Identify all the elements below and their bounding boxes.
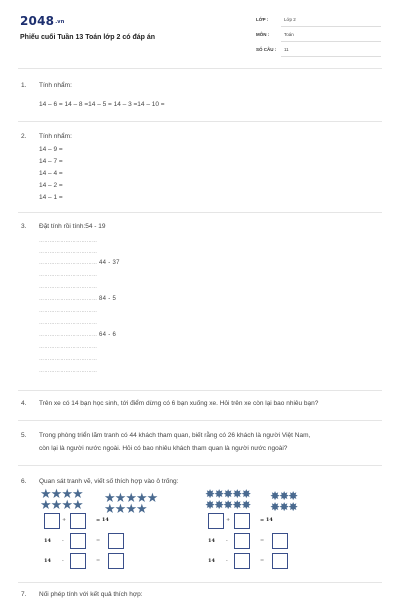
star-icon: ✸ (288, 500, 298, 514)
answer-dots: …………………………… (39, 284, 98, 290)
q2-line: 14 – 7 = (39, 158, 63, 165)
number-14: 14 (208, 538, 215, 544)
count-value: 11 (284, 47, 289, 52)
divider (18, 465, 382, 466)
q3-calc-4: 64 - 6 (99, 332, 117, 338)
answer-box[interactable] (234, 553, 250, 569)
star-icon: ★ (104, 501, 115, 516)
answer-dots: …………………………… (39, 356, 98, 362)
star-cluster-right (270, 501, 297, 514)
q2-line: 14 – 2 = (39, 182, 63, 189)
result-14: = 14 (260, 517, 273, 523)
q3-number: 3. (21, 223, 27, 230)
star-icon: ★ (61, 486, 72, 501)
class-value: Lớp 2 (284, 17, 296, 22)
star-icon: ✸ (205, 498, 215, 512)
star-icon: ✸ (270, 489, 280, 503)
star-icon: ✸ (223, 498, 233, 512)
q6-number: 6. (21, 478, 27, 485)
answer-box[interactable] (108, 553, 124, 569)
star-icon: ★ (40, 497, 51, 512)
star-group-left (40, 498, 83, 511)
class-underline (281, 26, 381, 27)
subject-underline (281, 41, 381, 42)
star-icon: ★ (71, 486, 83, 501)
answer-dots: …………………………… (39, 238, 98, 244)
answer-dots: …………………………… (39, 320, 98, 326)
count-underline (281, 56, 381, 57)
answer-box[interactable] (70, 553, 86, 569)
star-icon: ✸ (288, 489, 298, 503)
number-14: 14 (44, 558, 51, 564)
star-icon: ✸ (214, 487, 224, 501)
q3-calc-3: 84 - 5 (99, 296, 117, 302)
equals-sign: = (260, 538, 265, 544)
q6-text: Quan sát tranh vẽ, viết số thích hợp vào ô trống: (39, 478, 179, 485)
logo-tld: .vn (55, 19, 65, 25)
q2-number: 2. (21, 133, 27, 140)
star-icon: ✸ (241, 487, 251, 501)
answer-dots: …………………………… (39, 308, 98, 314)
star-icon: ★ (125, 490, 136, 505)
q5-number: 5. (21, 432, 27, 439)
q2-line: 14 – 4 = (39, 170, 63, 177)
divider (18, 420, 382, 421)
equals-sign: = (96, 558, 101, 564)
q5-text-line1: Trong phòng triển lãm tranh có 44 khách tham quan, biết rằng có 26 khách là người Việt Nam, (39, 432, 311, 439)
star-cluster-left (205, 499, 250, 512)
star-icon: ★ (135, 490, 147, 505)
star-icon: ★ (146, 490, 158, 505)
divider (18, 68, 382, 69)
logo-text: 2048 (20, 14, 55, 28)
equals-sign: = (260, 558, 265, 564)
result-14: = 14 (96, 517, 109, 523)
class-label: LỚP : (256, 17, 269, 22)
site-logo[interactable] (20, 14, 65, 28)
star-icon: ✸ (279, 500, 289, 514)
star-icon: ★ (104, 490, 115, 505)
answer-dots: …………………………… (39, 344, 98, 350)
answer-box[interactable] (234, 513, 250, 529)
subject-value: Toán (284, 32, 294, 37)
star-icon: ★ (50, 486, 62, 501)
q1-number: 1. (21, 82, 27, 89)
star-group-right (104, 502, 147, 515)
minus-sign: - (226, 538, 228, 544)
equals-sign: = (96, 538, 101, 544)
star-icon: ✸ (241, 498, 251, 512)
answer-box[interactable] (234, 533, 250, 549)
star-icon: ★ (61, 497, 72, 512)
star-icon: ✸ (205, 487, 215, 501)
divider (18, 212, 382, 213)
divider (18, 121, 382, 122)
star-icon: ✸ (270, 500, 280, 514)
document-title: Phiếu cuối Tuần 13 Toán lớp 2 có đáp án (20, 34, 156, 41)
answer-dots: …………………………… (39, 249, 98, 255)
minus-sign: - (62, 538, 64, 544)
star-icon: ★ (135, 501, 147, 516)
star-icon: ✸ (232, 498, 242, 512)
answer-dots: …………………………… (39, 368, 98, 374)
star-icon: ✸ (232, 487, 242, 501)
answer-box[interactable] (272, 553, 288, 569)
answer-box[interactable] (70, 513, 86, 529)
minus-sign: - (226, 558, 228, 564)
answer-box[interactable] (108, 533, 124, 549)
star-icon: ★ (50, 497, 62, 512)
star-icon: ★ (125, 501, 136, 516)
star-icon: ★ (71, 497, 83, 512)
answer-dots: …………………………… (39, 272, 98, 278)
q7-number: 7. (21, 591, 27, 598)
divider (18, 390, 382, 391)
subject-label: MÔN : (256, 32, 270, 37)
q4-number: 4. (21, 400, 27, 407)
divider (18, 582, 382, 583)
q2-line: 14 – 9 = (39, 146, 63, 153)
answer-box[interactable] (70, 533, 86, 549)
q4-text: Trên xe có 14 bạn học sinh, tới điểm dừng có 6 bạn xuống xe. Hỏi trên xe còn lại bao nhiêu bạn? (39, 400, 319, 407)
star-icon: ★ (40, 486, 51, 501)
q1-expressions: 14 – 6 = 14 – 8 =14 – 5 = 14 – 3 =14 – 10 = (39, 101, 165, 108)
count-label: SỐ CÂU : (256, 47, 277, 52)
answer-dots: …………………………… 64 - 6 (39, 332, 117, 338)
q1-text: Tính nhẩm: (39, 82, 72, 89)
q7-text: Nối phép tính với kết quả thích hợp: (39, 591, 143, 598)
answer-dots: …………………………… 44 - 37 (39, 260, 120, 266)
star-icon: ✸ (214, 498, 224, 512)
q3-text: Đặt tính rồi tính:54 - 19 (39, 223, 106, 230)
star-icon: ★ (114, 501, 126, 516)
number-14: 14 (44, 538, 51, 544)
answer-box[interactable] (208, 513, 224, 529)
star-icon: ✸ (279, 489, 289, 503)
answer-box[interactable] (44, 513, 60, 529)
number-14: 14 (208, 558, 215, 564)
plus-sign: + (62, 517, 67, 523)
star-icon: ✸ (223, 487, 233, 501)
q2-line: 14 – 1 = (39, 194, 63, 201)
q2-text: Tính nhẩm: (39, 133, 72, 140)
plus-sign: + (226, 517, 231, 523)
minus-sign: - (62, 558, 64, 564)
answer-dots: …………………………… 84 - 5 (39, 296, 117, 302)
q5-text-line2: còn lại là người nước ngoài. Hỏi có bao nhiêu khách tham quan là người nước ngoài? (39, 445, 288, 452)
q3-calc-2: 44 - 37 (99, 260, 120, 266)
star-icon: ★ (114, 490, 126, 505)
answer-box[interactable] (272, 533, 288, 549)
